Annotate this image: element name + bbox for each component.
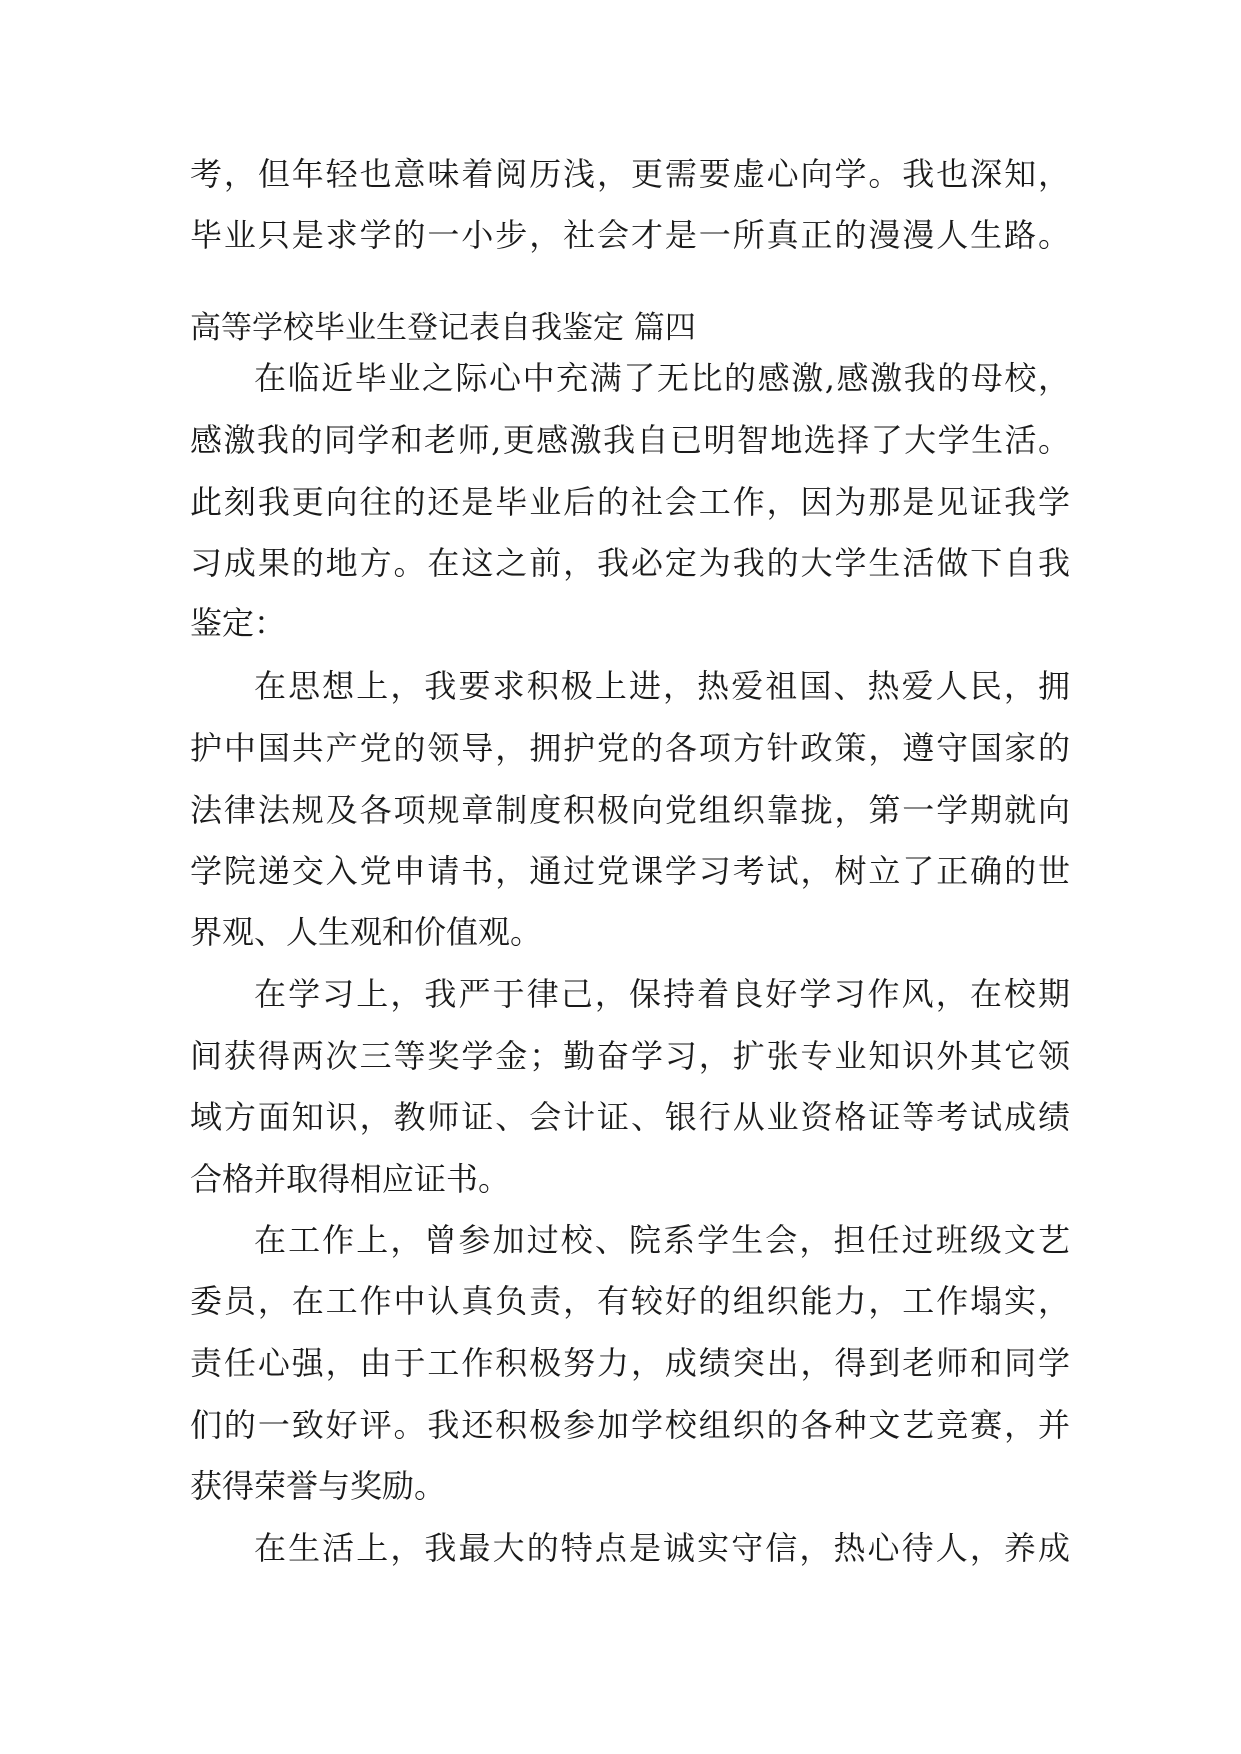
text-line-18: 委员，在工作中认真负责，有较好的组织能力，工作塌实， bbox=[190, 1282, 1070, 1320]
text-line-10: 法律法规及各项规章制度积极向党组织靠拢，第一学期就向 bbox=[190, 791, 1070, 829]
text-line-9: 护中国共产党的领导，拥护党的各项方针政策，遵守国家的 bbox=[190, 729, 1070, 767]
text-line-16: 合格并取得相应证书。 bbox=[190, 1160, 511, 1198]
text-line-13: 在学习上，我严于律己，保持着良好学习作风，在校期 bbox=[254, 975, 1070, 1013]
section-heading: 高等学校毕业生登记表自我鉴定 篇四 bbox=[190, 310, 696, 346]
text-line-20: 们的一致好评。我还积极参加学校组织的各种文艺竞赛，并 bbox=[190, 1406, 1070, 1444]
text-line-22: 在生活上，我最大的特点是诚实守信，热心待人，养成 bbox=[254, 1529, 1070, 1567]
text-line-4: 感激我的同学和老师,更感激我自已明智地选择了大学生活。 bbox=[190, 421, 1070, 459]
text-line-6: 习成果的地方。在这之前，我必定为我的大学生活做下自我 bbox=[190, 544, 1070, 582]
text-line-5: 此刻我更向往的还是毕业后的社会工作，因为那是见证我学 bbox=[190, 483, 1070, 521]
text-line-8: 在思想上，我要求积极上进，热爱祖国、热爱人民，拥 bbox=[254, 667, 1070, 705]
text-line-3: 在临近毕业之际心中充满了无比的感激,感激我的母校， bbox=[254, 359, 1070, 397]
text-line-12: 界观、人生观和价值观。 bbox=[190, 913, 543, 951]
text-line-11: 学院递交入党申请书，通过党课学习考试，树立了正确的世 bbox=[190, 852, 1070, 890]
text-line-1: 考，但年轻也意味着阅历浅，更需要虚心向学。我也深知， bbox=[190, 155, 1070, 193]
text-line-21: 获得荣誉与奖励。 bbox=[190, 1467, 447, 1505]
text-line-2: 毕业只是求学的一小步，社会才是一所真正的漫漫人生路。 bbox=[190, 216, 1070, 254]
text-line-17: 在工作上，曾参加过校、院系学生会，担任过班级文艺 bbox=[254, 1221, 1070, 1259]
text-line-7: 鉴定： bbox=[190, 604, 287, 642]
text-line-14: 间获得两次三等奖学金；勤奋学习，扩张专业知识外其它领 bbox=[190, 1037, 1070, 1075]
text-line-19: 责任心强，由于工作积极努力，成绩突出，得到老师和同学 bbox=[190, 1344, 1070, 1382]
text-line-15: 域方面知识，教师证、会计证、银行从业资格证等考试成绩 bbox=[190, 1098, 1070, 1136]
